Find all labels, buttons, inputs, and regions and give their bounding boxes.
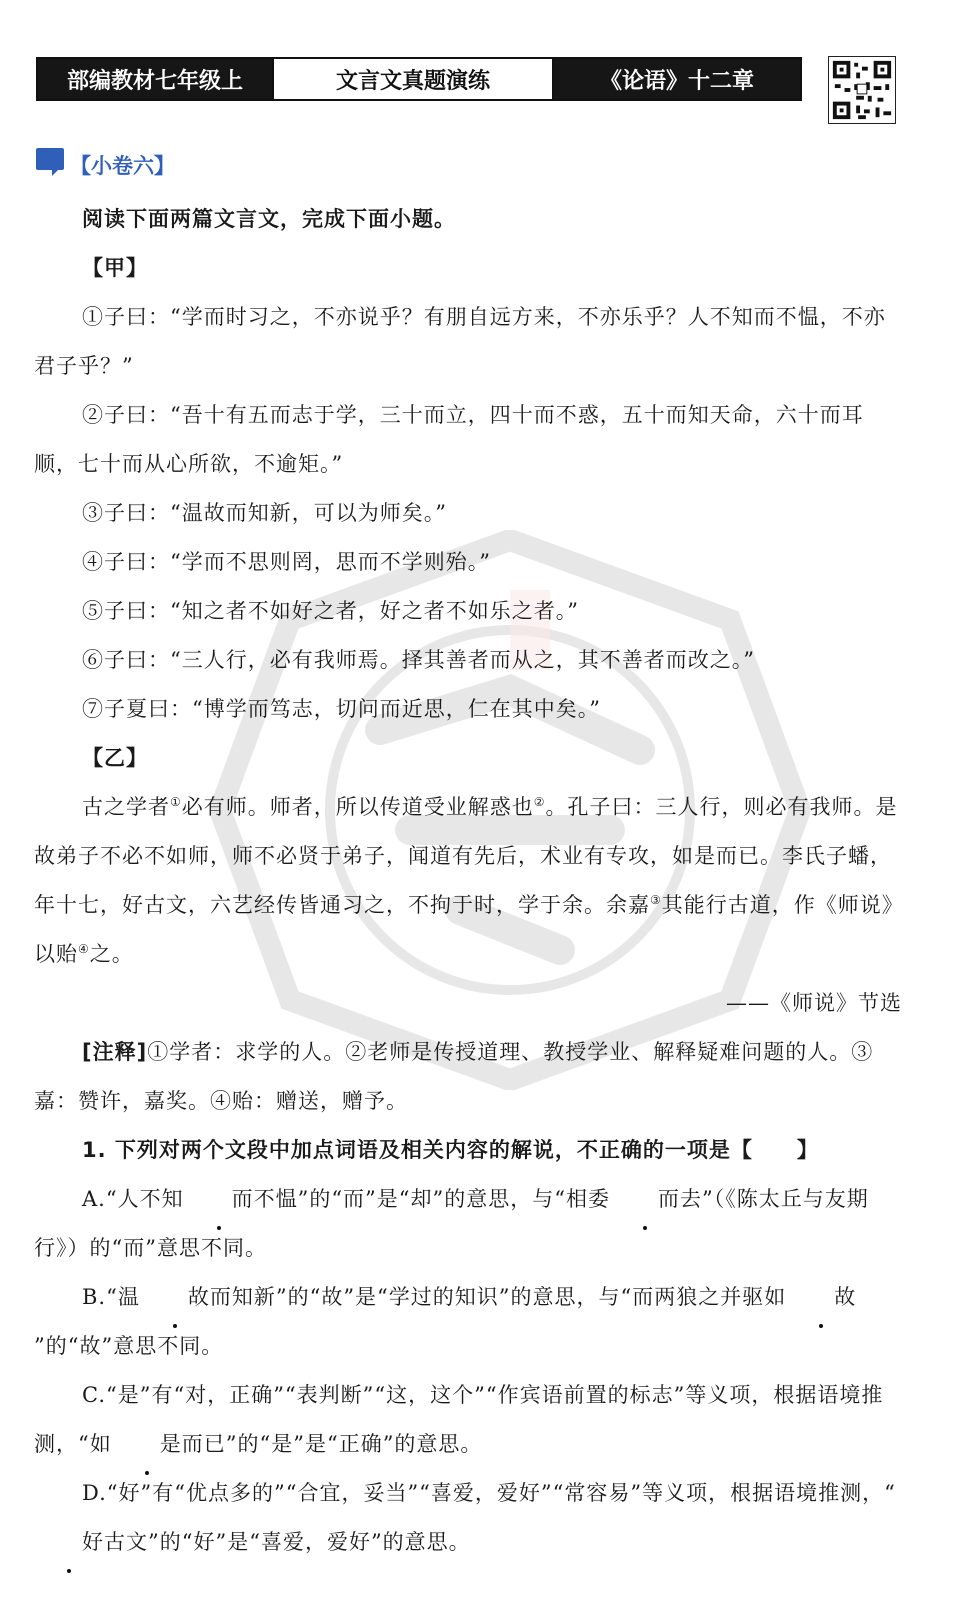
header-title: 文言文真题演练 bbox=[272, 59, 554, 99]
footnote-ref: ④ bbox=[78, 942, 90, 956]
option-text: D.“好”有“优点多的”“合宜，妥当”“喜爱，爱好”“常容易”等义项，根据语境推测，“ bbox=[82, 1481, 896, 1505]
option-text: 而知新”的“故”是“学过的知识”的意思，与“而两狼之并驱如 bbox=[209, 1285, 787, 1309]
jia-line-4: ④子曰：“学而不思则罔，思而不学则殆。” bbox=[82, 550, 491, 574]
yi-text: 。孔子曰：三人行，则必有我师。是故弟子不必不如师，师不必贤于弟子，闻道有先后，术业有专攻，如是而已。李氏子蟠，年十七，好古文，六艺经传皆通习之，不拘于时，学于余。余嘉 bbox=[34, 795, 898, 917]
notes bbox=[34, 1028, 902, 1126]
header-grade: 部编教材七年级上 bbox=[38, 59, 272, 99]
header-chapter: 《论语》十二章 bbox=[554, 59, 800, 99]
option-b bbox=[34, 1273, 902, 1371]
notes-text: ①学者：求学的人。②老师是传授道理、教授学业、解释疑难问题的人。③嘉：赞许，嘉奖。④贻：赠送，赠予。 bbox=[34, 1040, 874, 1113]
jia-line-5: ⑤子曰：“知之者不如好之者，好之者不如乐之者。” bbox=[82, 599, 579, 623]
jia-line-7: ⑦子夏曰：“博学而笃志，切问而近思，仁在其中矣。” bbox=[82, 697, 601, 721]
notes-label: [注释] bbox=[82, 1040, 148, 1064]
dotted-word: 故 bbox=[786, 1273, 856, 1322]
option-text: 不愠”的“而”是“却”的意思，与“相委 bbox=[253, 1187, 610, 1211]
document-body bbox=[34, 195, 902, 1567]
instruction: 阅读下面两篇文言文，完成下面小题。 bbox=[82, 207, 456, 231]
option-c bbox=[34, 1371, 902, 1469]
option-text: A.“人不知 bbox=[82, 1187, 184, 1211]
option-text: 古文”的“好”是“喜爱，爱好”的意思。 bbox=[104, 1530, 471, 1554]
passage-yi-label: 【乙】 bbox=[82, 746, 148, 770]
footnote-ref: ③ bbox=[650, 893, 662, 907]
option-text: ”的“故”意思不同。 bbox=[34, 1334, 224, 1358]
option-text: B.“温 bbox=[82, 1285, 140, 1309]
yi-text: 古之学者 bbox=[82, 795, 170, 819]
dotted-word: 是 bbox=[112, 1420, 182, 1469]
yi-text: 之。 bbox=[89, 942, 134, 966]
passage-jia-label: 【甲】 bbox=[82, 256, 148, 280]
qr-code-icon[interactable] bbox=[828, 56, 896, 124]
source-citation: ——《师说》节选 bbox=[726, 991, 902, 1015]
section-title: 【小卷六】 bbox=[70, 154, 175, 178]
dotted-word: 好 bbox=[34, 1518, 104, 1567]
yi-paragraph bbox=[34, 783, 902, 979]
comment-icon bbox=[36, 148, 64, 170]
jia-line-1: ①子曰：“学而时习之，不亦说乎？有朋自远方来，不亦乐乎？人不知而不愠，不亦君子乎？” bbox=[34, 305, 886, 378]
jia-line-2: ②子曰：“吾十有五而志于学，三十而立，四十而不惑，五十而知天命，六十而耳顺，七十而从心所欲，不逾矩。” bbox=[34, 403, 864, 476]
option-text: C.“是”有“对，正确”“表判断”“这，这个”“作宾语前置的标志”等义项，根据语境推测，“如 bbox=[34, 1383, 884, 1456]
option-a bbox=[34, 1175, 902, 1273]
dotted-word: 而 bbox=[610, 1175, 680, 1224]
footnote-ref: ② bbox=[533, 795, 546, 809]
header-bar bbox=[36, 57, 802, 101]
question-stem: 1. 下列对两个文段中加点词语及相关内容的解说，不正确的一项是【 】 bbox=[82, 1138, 819, 1162]
jia-line-3: ③子曰：“温故而知新，可以为师矣。” bbox=[82, 501, 447, 525]
yi-text: 其能行古道，作《师说》以贻 bbox=[34, 893, 894, 966]
option-text: 去”（《陈太丘与友期行》）的“而”意思不同。 bbox=[34, 1187, 869, 1260]
option-text: 而已”的“是”是“正确”的意思。 bbox=[181, 1432, 483, 1456]
yi-text: 必有师。师者，所以传道受业解惑也 bbox=[181, 795, 534, 819]
option-d bbox=[34, 1469, 902, 1567]
dotted-word: 故 bbox=[140, 1273, 210, 1322]
footnote-ref: ① bbox=[170, 795, 182, 809]
dotted-word: 而 bbox=[184, 1175, 254, 1224]
jia-line-6: ⑥子曰：“三人行，必有我师焉。择其善者而从之，其不善者而改之。” bbox=[82, 648, 755, 672]
